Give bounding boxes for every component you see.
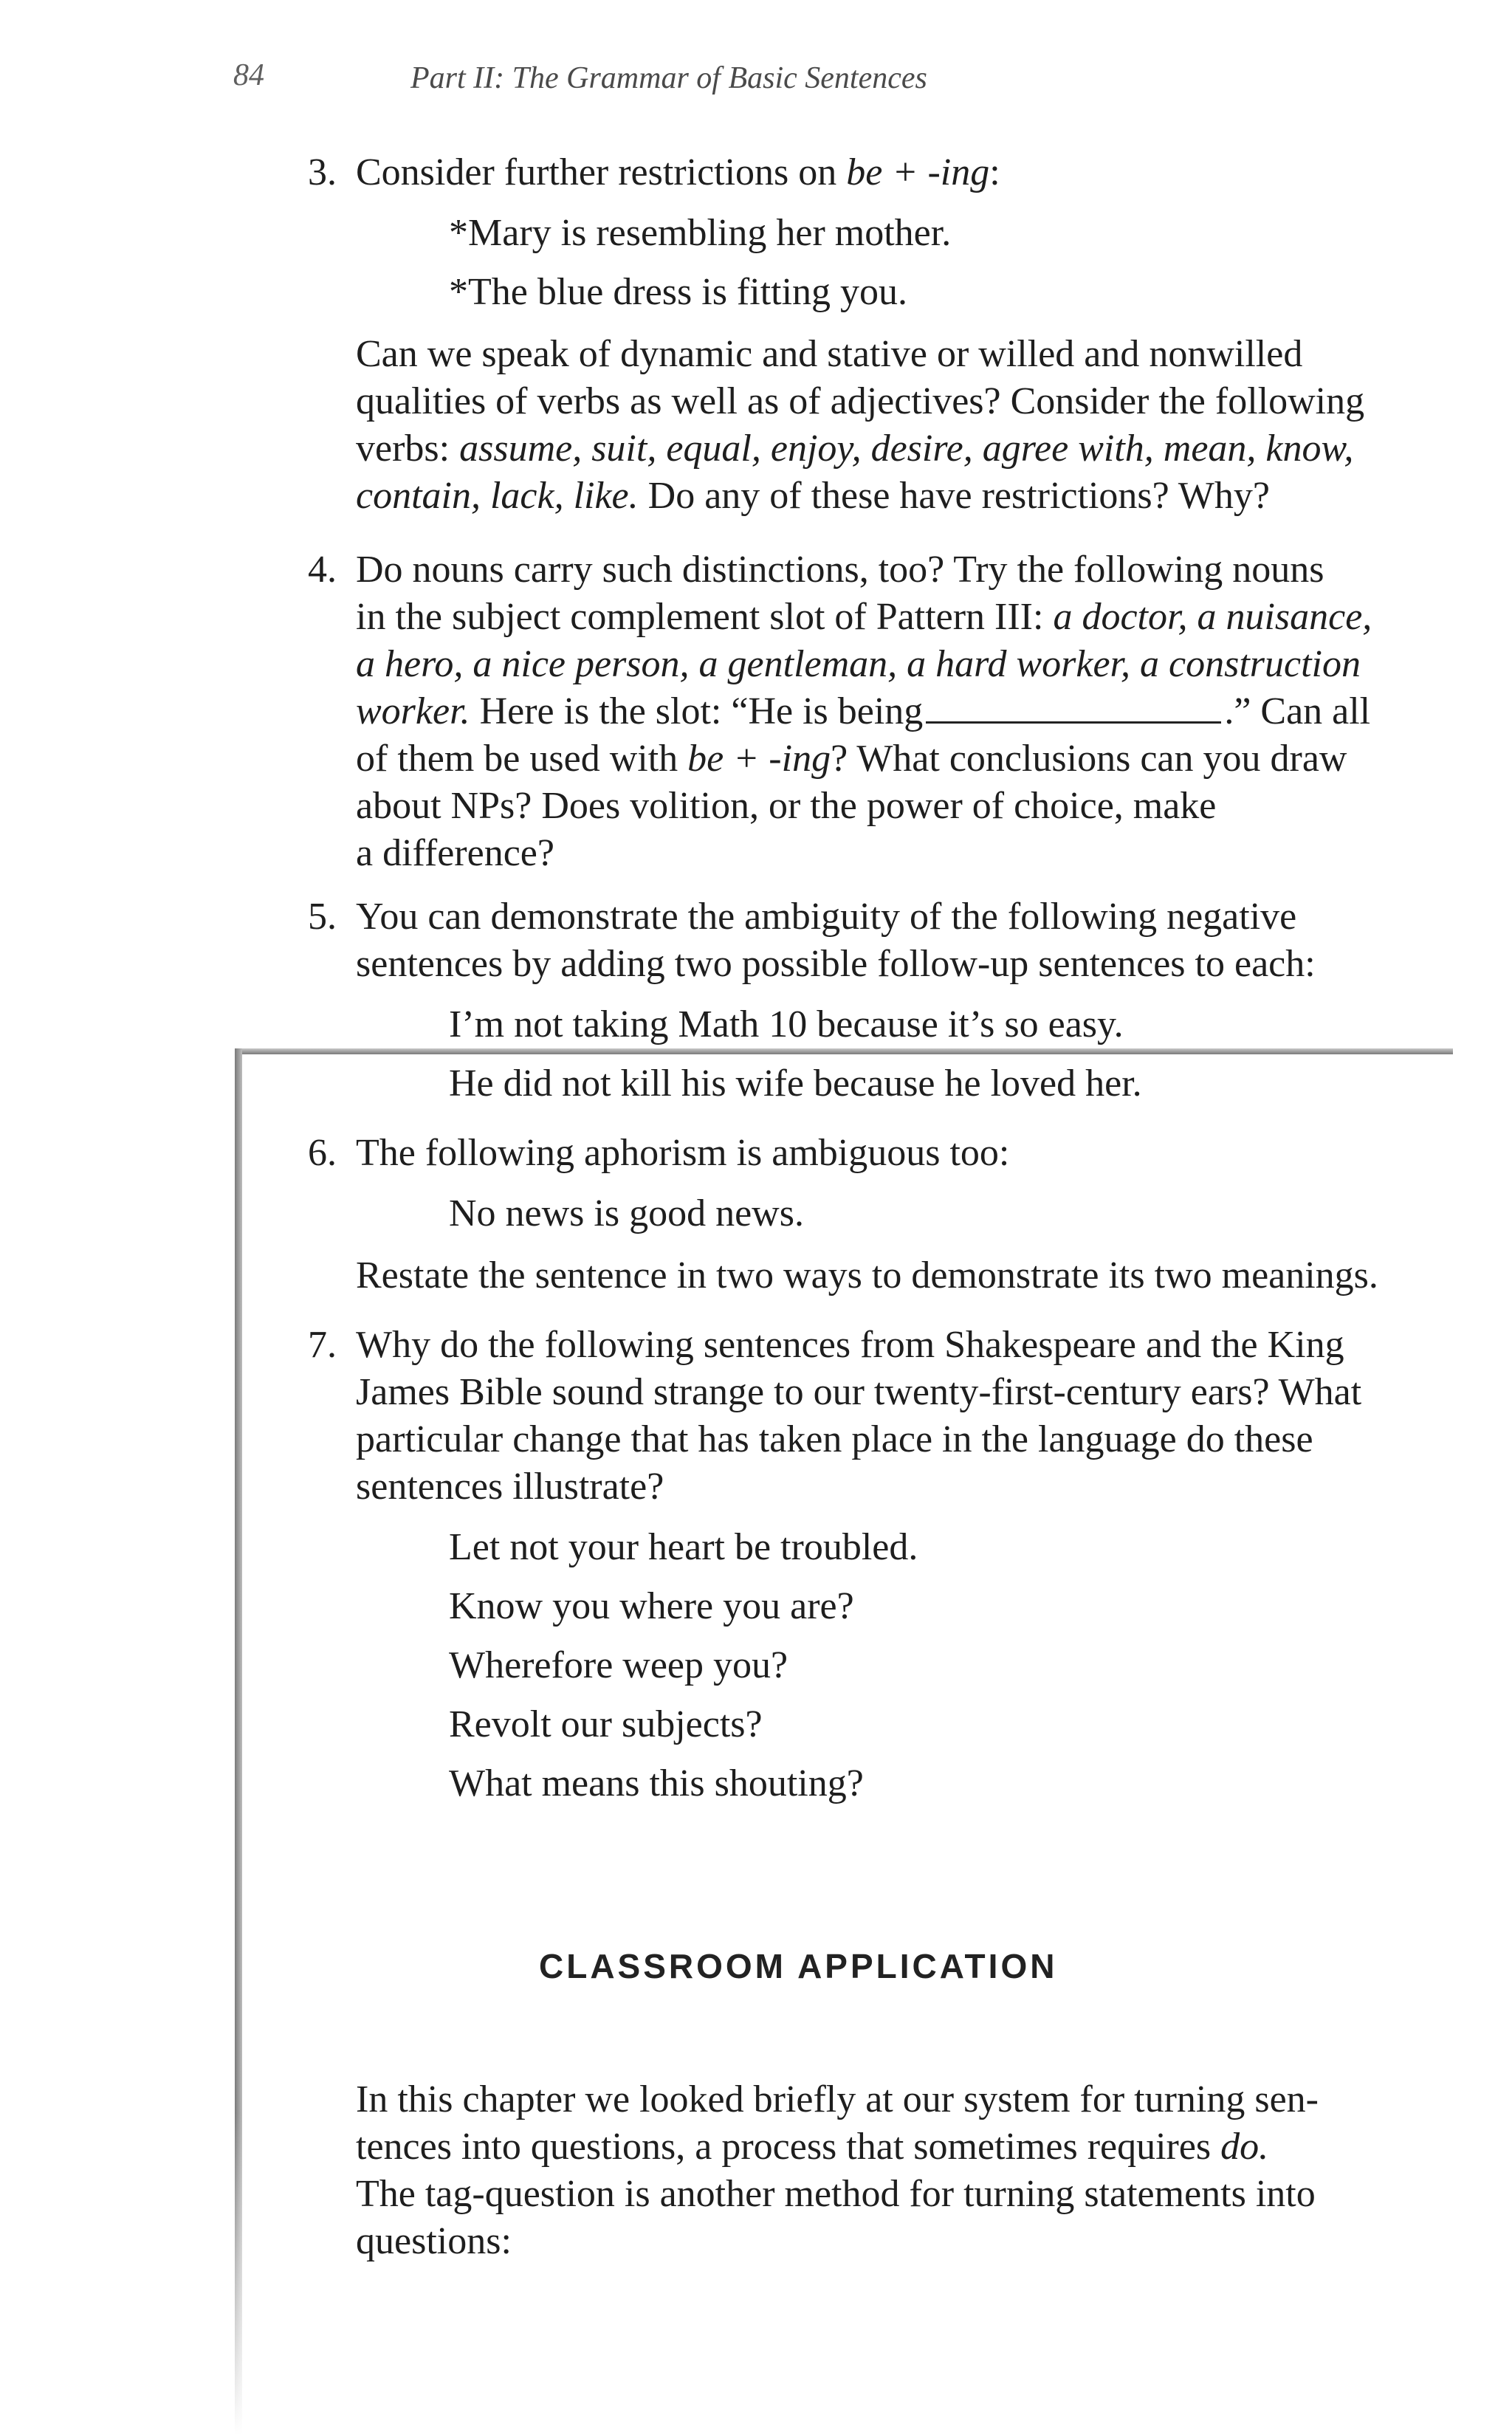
classroom-text: questions: (356, 2220, 512, 2262)
exercise-5-text: You can demonstrate the ambiguity of the following negative (356, 896, 1297, 938)
exercise-3-line: Consider further restrictions on be + -ing: (356, 151, 1000, 193)
example-sentence: I’m not taking Math 10 because it’s so easy. (449, 1003, 1124, 1045)
exercise-number-5: 5. (308, 896, 337, 938)
example-sentence: Wherefore weep you? (449, 1644, 788, 1686)
exercise-5-text: sentences by adding two possible follow-up sentences to each: (356, 943, 1316, 985)
exercise-number-7: 7. (308, 1324, 337, 1366)
exercise-3-text: Can we speak of dynamic and stative or willed and nonwilled (356, 333, 1303, 375)
fill-in-blank (926, 721, 1221, 724)
exercise-4-text: of them be used with be + -ing? What conclusions can you draw (356, 738, 1347, 780)
page-number: 84 (233, 58, 264, 92)
classroom-text: In this chapter we looked briefly at our system for turning sen- (356, 2078, 1319, 2120)
classroom-text: The tag-question is another method for turning statements into (356, 2173, 1316, 2215)
example-sentence: No news is good news. (449, 1192, 804, 1234)
exercise-7-text: James Bible sound strange to our twenty-first-century ears? What (356, 1371, 1362, 1413)
exercise-number-4: 4. (308, 549, 337, 591)
exercise-7-text: sentences illustrate? (356, 1466, 664, 1508)
box-top-rule (235, 1048, 1453, 1054)
exercise-6-text: The following aphorism is ambiguous too: (356, 1132, 1010, 1174)
exercise-7-text: Why do the following sentences from Shakespeare and the King (356, 1324, 1344, 1366)
example-sentence: Let not your heart be troubled. (449, 1526, 918, 1568)
exercise-4-text: a hero, a nice person, a gentleman, a hard worker, a construction (356, 643, 1361, 685)
exercise-number-3: 3. (308, 151, 337, 193)
exercise-3-text: qualities of verbs as well as of adjectives? Consider the following (356, 380, 1365, 422)
exercise-3-text: contain, lack, like. Do any of these have restrictions? Why? (356, 475, 1270, 517)
example-sentence: Revolt our subjects? (449, 1703, 763, 1745)
exercise-4-text: a difference? (356, 832, 554, 874)
example-sentence: *Mary is resembling her mother. (449, 212, 952, 254)
classroom-text: tences into questions, a process that sometimes requires do. (356, 2126, 1269, 2168)
exercise-4-text: Do nouns carry such distinctions, too? Try the following nouns (356, 549, 1324, 591)
exercise-7-text: particular change that has taken place in the language do these (356, 1418, 1313, 1460)
example-sentence: *The blue dress is fitting you. (449, 271, 908, 313)
exercise-number-6: 6. (308, 1132, 337, 1174)
example-sentence: What means this shouting? (449, 1762, 864, 1804)
exercise-4-text: worker. Here is the slot: “He is being .” Can all (356, 690, 1371, 732)
example-sentence: He did not kill his wife because he loved her. (449, 1062, 1142, 1105)
section-heading: CLASSROOM APPLICATION (539, 1947, 1058, 1985)
exercise-6-text: Restate the sentence in two ways to demonstrate its two meanings. (356, 1254, 1378, 1297)
example-sentence: Know you where you are? (449, 1585, 854, 1627)
exercise-4-text: in the subject complement slot of Pattern III: a doctor, a nuisance, (356, 596, 1372, 638)
box-rule-fade (235, 2113, 242, 2435)
running-title: Part II: The Grammar of Basic Sentences (410, 61, 927, 95)
exercise-4-text: about NPs? Does volition, or the power of choice, make (356, 785, 1217, 827)
exercise-3-text: verbs: assume, suit, equal, enjoy, desire, agree with, mean, know, (356, 427, 1354, 470)
